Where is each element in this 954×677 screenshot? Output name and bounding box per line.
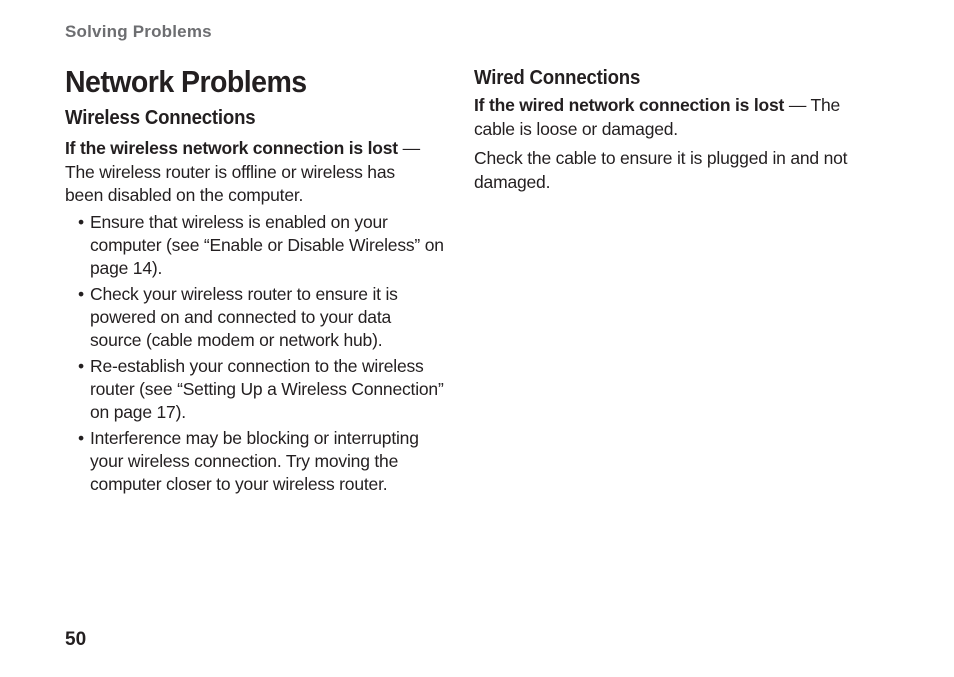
list-item-text: Ensure that wireless is enabled on your computer (see “Enable or Disable Wireless” on page 14). (90, 211, 444, 278)
bullet-icon: • (78, 211, 84, 232)
list-item-text: Re-establish your connection to the wireless router (see “Setting Up a Wireless Connection” on page 17). (90, 355, 444, 422)
wireless-connections-heading: Wireless Connections (65, 107, 256, 129)
list-item (78, 355, 445, 424)
wired-lost-lead: If the wired network connection is lost (474, 95, 785, 115)
wired-connections-heading: Wired Connections (474, 67, 641, 89)
page-number: 50 (65, 629, 87, 650)
left-column (65, 64, 445, 499)
bullet-icon: • (78, 355, 84, 376)
wired-check-paragraph: Check the cable to ensure it is plugged in and not damaged. (474, 148, 848, 192)
wired-lost-description: — The cable is loose or damaged. (474, 95, 841, 139)
bullet-icon: • (78, 283, 84, 304)
wireless-lost-description: — The wireless router is offline or wireless has been disabled on the computer. (65, 138, 420, 205)
list-item (78, 427, 445, 496)
running-section-header: Solving Problems (65, 22, 212, 41)
right-column (474, 66, 854, 194)
bullet-icon: • (78, 427, 84, 448)
list-item (78, 283, 445, 352)
page-title: Network Problems (65, 64, 307, 99)
wired-lost-paragraph (474, 94, 849, 141)
list-item (78, 211, 445, 280)
wireless-troubleshooting-list (65, 211, 445, 496)
list-item-text: Interference may be blocking or interrupting your wireless connection. Try moving the computer closer to your wireless router. (90, 427, 419, 494)
wireless-lost-paragraph (65, 137, 435, 208)
wireless-lost-lead: If the wireless network connection is lost (65, 138, 398, 158)
list-item-text: Check your wireless router to ensure it is powered on and connected to your data source (cable modem or network hub). (90, 283, 398, 350)
